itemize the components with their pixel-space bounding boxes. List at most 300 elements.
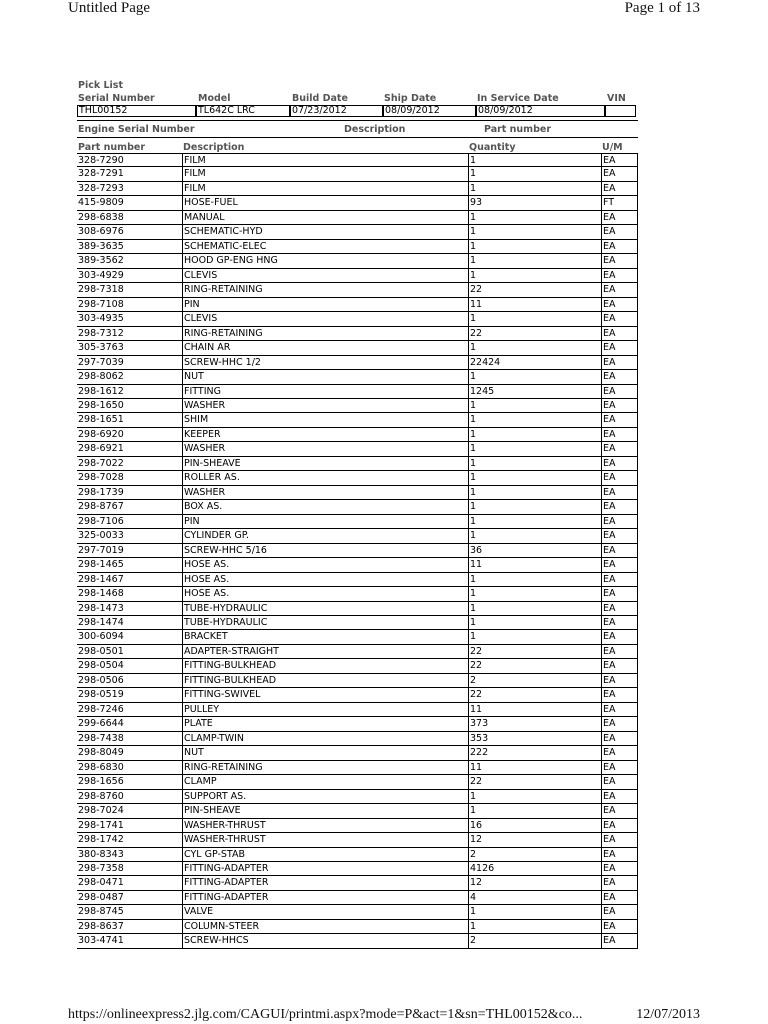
description-cell: RING-RETAINING [182, 283, 468, 296]
unit-cell: EA [601, 211, 638, 224]
part-number-cell: 415-9809 [78, 197, 124, 209]
table-row [77, 167, 638, 181]
table-row [77, 225, 638, 239]
part-number-cell: 298-0504 [78, 660, 124, 672]
description-cell: WASHER [182, 442, 468, 455]
description-cell: BOX AS. [182, 500, 468, 513]
quantity-cell: 1 [468, 154, 601, 166]
vin-label: VIN [607, 93, 626, 104]
unit-cell: EA [601, 905, 638, 918]
part-number-cell: 298-8767 [78, 501, 124, 513]
description-cell: CHAIN AR [182, 341, 468, 354]
unit-cell: EA [601, 848, 638, 861]
table-row [77, 153, 638, 167]
quantity-cell: 1 [468, 587, 601, 600]
in-service-date-label: In Service Date [477, 93, 559, 104]
description-cell: CLAMP [182, 775, 468, 788]
part-number-cell: 303-4935 [78, 313, 124, 325]
description-cell: SCHEMATIC-HYD [182, 225, 468, 238]
table-row [77, 544, 638, 558]
quantity-cell: 1 [468, 529, 601, 542]
part-number-cell: 298-6921 [78, 443, 124, 455]
table-row [77, 399, 638, 413]
part-number-cell: 298-6920 [78, 428, 124, 440]
description-cell: ROLLER AS. [182, 471, 468, 484]
description-cell: FILM [182, 182, 468, 195]
unit-cell: EA [601, 327, 638, 340]
table-row [77, 862, 638, 876]
quantity-cell: 2 [468, 674, 601, 687]
unit-cell: EA [601, 862, 638, 875]
part-number-cell: 298-0471 [78, 877, 124, 889]
unit-cell: EA [601, 529, 638, 542]
quantity-cell: 1 [468, 312, 601, 325]
table-row [77, 674, 638, 688]
quantity-cell: 1 [468, 602, 601, 615]
ship-date-label: Ship Date [384, 93, 437, 104]
quantity-cell: 1 [468, 399, 601, 412]
unit-cell: EA [601, 891, 638, 904]
unit-cell: EA [601, 732, 638, 745]
description-cell: HOSE-FUEL [182, 196, 468, 209]
table-row [77, 920, 638, 934]
quantity-cell: 1 [468, 370, 601, 383]
table-row [77, 370, 638, 384]
engine-part-number-label: Part number [484, 124, 552, 135]
part-number-cell: 389-3635 [78, 240, 124, 252]
unit-cell: EA [601, 645, 638, 658]
quantity-cell: 22424 [468, 356, 601, 369]
unit-cell: EA [601, 775, 638, 788]
table-row [77, 703, 638, 717]
quantity-cell: 353 [468, 732, 601, 745]
table-row [77, 182, 638, 196]
table-row [77, 819, 638, 833]
quantity-cell: 1 [468, 428, 601, 441]
table-row [77, 211, 638, 225]
part-number-cell: 298-0501 [78, 645, 124, 657]
description-cell: FILM [182, 167, 468, 180]
description-cell: PIN [182, 515, 468, 528]
unit-cell: EA [601, 876, 638, 889]
quantity-cell: 11 [468, 298, 601, 311]
description-cell: RING-RETAINING [182, 761, 468, 774]
description-cell: TUBE-HYDRAULIC [182, 616, 468, 629]
part-number-cell: 298-1650 [78, 399, 124, 411]
part-number-cell: 298-8062 [78, 371, 124, 383]
quantity-cell: 12 [468, 833, 601, 846]
part-number-cell: 298-8049 [78, 747, 124, 759]
part-number-cell: 298-7028 [78, 472, 124, 484]
part-number-cell: 305-3763 [78, 342, 124, 354]
unit-cell: EA [601, 254, 638, 267]
description-cell: RING-RETAINING [182, 327, 468, 340]
unit-cell: EA [601, 934, 638, 947]
unit-cell: EA [601, 833, 638, 846]
serial-number-label: Serial Number [78, 93, 155, 104]
col-header-part-number: Part number [78, 142, 146, 153]
quantity-cell: 12 [468, 876, 601, 889]
part-number-cell: 298-7246 [78, 703, 124, 715]
quantity-cell: 1 [468, 500, 601, 513]
quantity-cell: 1 [468, 240, 601, 253]
table-row [77, 240, 638, 254]
part-number-cell: 298-1468 [78, 588, 124, 600]
table-row [77, 732, 638, 746]
part-number-cell: 298-7312 [78, 327, 124, 339]
description-cell: CYL GP-STAB [182, 848, 468, 861]
part-number-cell: 298-1656 [78, 776, 124, 788]
table-row [77, 905, 638, 919]
print-footer-date: 12/07/2013 [636, 1007, 700, 1022]
quantity-cell: 22 [468, 645, 601, 658]
quantity-cell: 1 [468, 254, 601, 267]
description-cell: FITTING-ADAPTER [182, 876, 468, 889]
quantity-cell: 1 [468, 269, 601, 282]
quantity-cell: 1 [468, 211, 601, 224]
description-cell: PIN [182, 298, 468, 311]
description-cell: WASHER-THRUST [182, 819, 468, 832]
table-row [77, 486, 638, 500]
unit-cell: EA [601, 558, 638, 571]
quantity-cell: 11 [468, 761, 601, 774]
unit-cell: EA [601, 544, 638, 557]
quantity-cell: 1 [468, 167, 601, 180]
part-number-cell: 328-7291 [78, 168, 124, 180]
part-number-cell: 298-7108 [78, 298, 124, 310]
part-number-cell: 298-7022 [78, 457, 124, 469]
table-row [77, 587, 638, 601]
unit-cell: EA [601, 746, 638, 759]
description-cell: WASHER-THRUST [182, 833, 468, 846]
unit-cell: EA [601, 370, 638, 383]
quantity-cell: 1 [468, 616, 601, 629]
col-header-quantity: Quantity [469, 142, 516, 153]
build-date-value: 07/23/2012 [290, 105, 383, 117]
part-number-cell: 298-7024 [78, 805, 124, 817]
description-cell: CLEVIS [182, 269, 468, 282]
unit-cell: EA [601, 616, 638, 629]
unit-cell: EA [601, 761, 638, 774]
description-cell: PULLEY [182, 703, 468, 716]
part-number-cell: 297-7039 [78, 356, 124, 368]
part-number-cell: 299-6644 [78, 718, 124, 730]
quantity-cell: 1 [468, 182, 601, 195]
unit-cell: EA [601, 312, 638, 325]
description-cell: MANUAL [182, 211, 468, 224]
unit-cell: EA [601, 630, 638, 643]
table-row [77, 312, 638, 326]
unit-cell: EA [601, 500, 638, 513]
quantity-cell: 16 [468, 819, 601, 832]
quantity-cell: 2 [468, 934, 601, 947]
description-cell: ADAPTER-STRAIGHT [182, 645, 468, 658]
table-row [77, 254, 638, 268]
col-header-um: U/M [602, 142, 623, 153]
table-row [77, 602, 638, 616]
table-row [77, 630, 638, 644]
quantity-cell: 1 [468, 515, 601, 528]
description-cell: NUT [182, 746, 468, 759]
description-cell: WASHER [182, 486, 468, 499]
table-row [77, 573, 638, 587]
vin-value [605, 105, 636, 117]
quantity-cell: 373 [468, 717, 601, 730]
build-date-label: Build Date [292, 93, 348, 104]
unit-cell: EA [601, 790, 638, 803]
unit-cell: EA [601, 587, 638, 600]
in-service-date-value: 08/09/2012 [476, 105, 605, 117]
description-cell: SCREW-HHC 5/16 [182, 544, 468, 557]
quantity-cell: 1 [468, 457, 601, 470]
part-number-cell: 328-7293 [78, 182, 124, 194]
table-row [77, 196, 638, 210]
table-row [77, 876, 638, 890]
part-number-cell: 328-7290 [78, 155, 124, 166]
table-row [77, 891, 638, 905]
part-number-cell: 298-8760 [78, 790, 124, 802]
print-header-title: Untitled Page [68, 0, 151, 16]
part-number-cell: 298-7106 [78, 515, 124, 527]
part-number-cell: 298-1739 [78, 486, 124, 498]
quantity-cell: 22 [468, 659, 601, 672]
description-cell: PLATE [182, 717, 468, 730]
unit-cell: EA [601, 457, 638, 470]
unit-cell: EA [601, 486, 638, 499]
unit-cell: EA [601, 471, 638, 484]
table-row [77, 471, 638, 485]
section-divider [77, 120, 638, 121]
description-cell: COLUMN-STEER [182, 920, 468, 933]
quantity-cell: 1 [468, 471, 601, 484]
print-header-page-number: Page 1 of 13 [624, 0, 700, 16]
unit-cell: EA [601, 674, 638, 687]
table-row [77, 645, 638, 659]
description-cell: FITTING [182, 385, 468, 398]
engine-serial-number-label: Engine Serial Number [78, 124, 195, 135]
unit-cell: EA [601, 385, 638, 398]
table-row [77, 558, 638, 572]
part-number-cell: 298-7358 [78, 862, 124, 874]
unit-cell: EA [601, 413, 638, 426]
quantity-cell: 1 [468, 442, 601, 455]
part-number-cell: 297-7019 [78, 544, 124, 556]
description-cell: HOSE AS. [182, 573, 468, 586]
part-number-cell: 303-4929 [78, 269, 124, 281]
unit-cell: EA [601, 819, 638, 832]
unit-cell: EA [601, 356, 638, 369]
description-cell: CLAMP-TWIN [182, 732, 468, 745]
description-cell: PIN-SHEAVE [182, 457, 468, 470]
quantity-cell: 22 [468, 775, 601, 788]
quantity-cell: 2 [468, 848, 601, 861]
unit-cell: EA [601, 269, 638, 282]
part-number-cell: 298-7318 [78, 284, 124, 296]
quantity-cell: 1 [468, 790, 601, 803]
table-row [77, 457, 638, 471]
unit-cell: EA [601, 442, 638, 455]
description-cell: BRACKET [182, 630, 468, 643]
quantity-cell: 1 [468, 413, 601, 426]
description-cell: CLEVIS [182, 312, 468, 325]
part-number-cell: 325-0033 [78, 530, 124, 542]
unit-cell: EA [601, 240, 638, 253]
table-row [77, 659, 638, 673]
col-header-description: Description [183, 142, 245, 153]
part-number-cell: 298-8745 [78, 906, 124, 918]
description-cell: VALVE [182, 905, 468, 918]
unit-cell: EA [601, 225, 638, 238]
part-number-cell: 298-6838 [78, 211, 124, 223]
unit-cell: EA [601, 717, 638, 730]
quantity-cell: 93 [468, 196, 601, 209]
table-row [77, 804, 638, 818]
ship-date-value: 08/09/2012 [383, 105, 476, 117]
part-number-cell: 298-1465 [78, 559, 124, 571]
part-number-cell: 298-1467 [78, 573, 124, 585]
table-row [77, 688, 638, 702]
part-number-cell: 298-1474 [78, 617, 124, 628]
quantity-cell: 1 [468, 225, 601, 238]
description-cell: CYLINDER GP. [182, 529, 468, 542]
unit-cell: EA [601, 688, 638, 701]
table-row [77, 385, 638, 399]
part-number-cell: 298-1473 [78, 602, 124, 614]
part-number-cell: 308-6976 [78, 226, 124, 238]
part-number-cell: 303-4741 [78, 935, 124, 947]
unit-cell: EA [601, 659, 638, 672]
description-cell: FILM [182, 154, 468, 166]
engine-description-label: Description [344, 124, 406, 135]
unit-cell: EA [601, 703, 638, 716]
table-row [77, 442, 638, 456]
table-row [77, 428, 638, 442]
part-number-cell: 298-1742 [78, 834, 124, 846]
description-cell: TUBE-HYDRAULIC [182, 602, 468, 615]
quantity-cell: 1 [468, 804, 601, 817]
quantity-cell: 36 [468, 544, 601, 557]
table-row [77, 848, 638, 862]
part-number-cell: 300-6094 [78, 631, 124, 643]
part-number-cell: 298-0506 [78, 674, 124, 686]
pick-list-title: Pick List [78, 80, 123, 91]
part-number-cell: 298-7438 [78, 732, 124, 744]
table-row [77, 717, 638, 731]
unit-cell: EA [601, 167, 638, 180]
table-row [77, 283, 638, 297]
quantity-cell: 22 [468, 283, 601, 296]
description-cell: FITTING-BULKHEAD [182, 674, 468, 687]
unit-cell: EA [601, 283, 638, 296]
table-row [77, 269, 638, 283]
print-footer-url: https://onlineexpress2.jlg.com/CAGUI/printmi.aspx?mode=P&act=1&sn=THL00152&co... [68, 1007, 583, 1022]
table-row [77, 761, 638, 775]
description-cell: FITTING-ADAPTER [182, 862, 468, 875]
description-cell: SUPPORT AS. [182, 790, 468, 803]
unit-cell: FT [601, 196, 638, 209]
unit-cell: EA [601, 920, 638, 933]
table-row [77, 356, 638, 370]
quantity-cell: 4126 [468, 862, 601, 875]
unit-cell: EA [601, 182, 638, 195]
unit-cell: EA [601, 341, 638, 354]
description-cell: FITTING-SWIVEL [182, 688, 468, 701]
description-cell: HOSE AS. [182, 558, 468, 571]
table-row [77, 833, 638, 847]
table-row [77, 790, 638, 804]
quantity-cell: 1 [468, 630, 601, 643]
part-number-cell: 298-8637 [78, 920, 124, 932]
quantity-cell: 1245 [468, 385, 601, 398]
table-row [77, 616, 638, 630]
unit-cell: EA [601, 573, 638, 586]
quantity-cell: 1 [468, 573, 601, 586]
quantity-cell: 222 [468, 746, 601, 759]
serial-number-value: THL00152 [77, 105, 196, 117]
description-cell: NUT [182, 370, 468, 383]
quantity-cell: 11 [468, 703, 601, 716]
unit-cell: EA [601, 154, 638, 166]
description-cell: WASHER [182, 399, 468, 412]
table-row [77, 775, 638, 789]
unit-cell: EA [601, 399, 638, 412]
description-cell: SCREW-HHC 1/2 [182, 356, 468, 369]
description-cell: KEEPER [182, 428, 468, 441]
description-cell: SCHEMATIC-ELEC [182, 240, 468, 253]
part-number-cell: 298-0487 [78, 891, 124, 903]
quantity-cell: 1 [468, 486, 601, 499]
part-number-cell: 389-3562 [78, 255, 124, 267]
description-cell: HOOD GP-ENG HNG [182, 254, 468, 267]
part-number-cell: 298-6830 [78, 761, 124, 773]
unit-cell: EA [601, 298, 638, 311]
table-row [77, 500, 638, 514]
quantity-cell: 1 [468, 920, 601, 933]
table-row [77, 934, 638, 948]
description-cell: SCREW-HHCS [182, 934, 468, 947]
quantity-cell: 4 [468, 891, 601, 904]
part-number-cell: 380-8343 [78, 848, 124, 860]
description-cell: SHIM [182, 413, 468, 426]
unit-cell: EA [601, 428, 638, 441]
unit-cell: EA [601, 804, 638, 817]
part-number-cell: 298-1651 [78, 414, 124, 426]
description-cell: PIN-SHEAVE [182, 804, 468, 817]
part-number-cell: 298-0519 [78, 689, 124, 701]
table-row [77, 341, 638, 355]
unit-cell: EA [601, 515, 638, 528]
quantity-cell: 1 [468, 905, 601, 918]
table-row [77, 746, 638, 760]
description-cell: FITTING-BULKHEAD [182, 659, 468, 672]
table-row [77, 327, 638, 341]
quantity-cell: 1 [468, 341, 601, 354]
part-number-cell: 298-1612 [78, 385, 124, 397]
table-row [77, 515, 638, 529]
section-divider [77, 137, 638, 138]
description-cell: HOSE AS. [182, 587, 468, 600]
table-row [77, 298, 638, 312]
model-value: TL642C LRC [196, 105, 290, 117]
model-label: Model [198, 93, 231, 104]
quantity-cell: 11 [468, 558, 601, 571]
part-number-cell: 298-1741 [78, 819, 124, 831]
unit-cell: EA [601, 602, 638, 615]
parts-table [77, 153, 638, 949]
description-cell: FITTING-ADAPTER [182, 891, 468, 904]
table-row [77, 413, 638, 427]
quantity-cell: 22 [468, 688, 601, 701]
